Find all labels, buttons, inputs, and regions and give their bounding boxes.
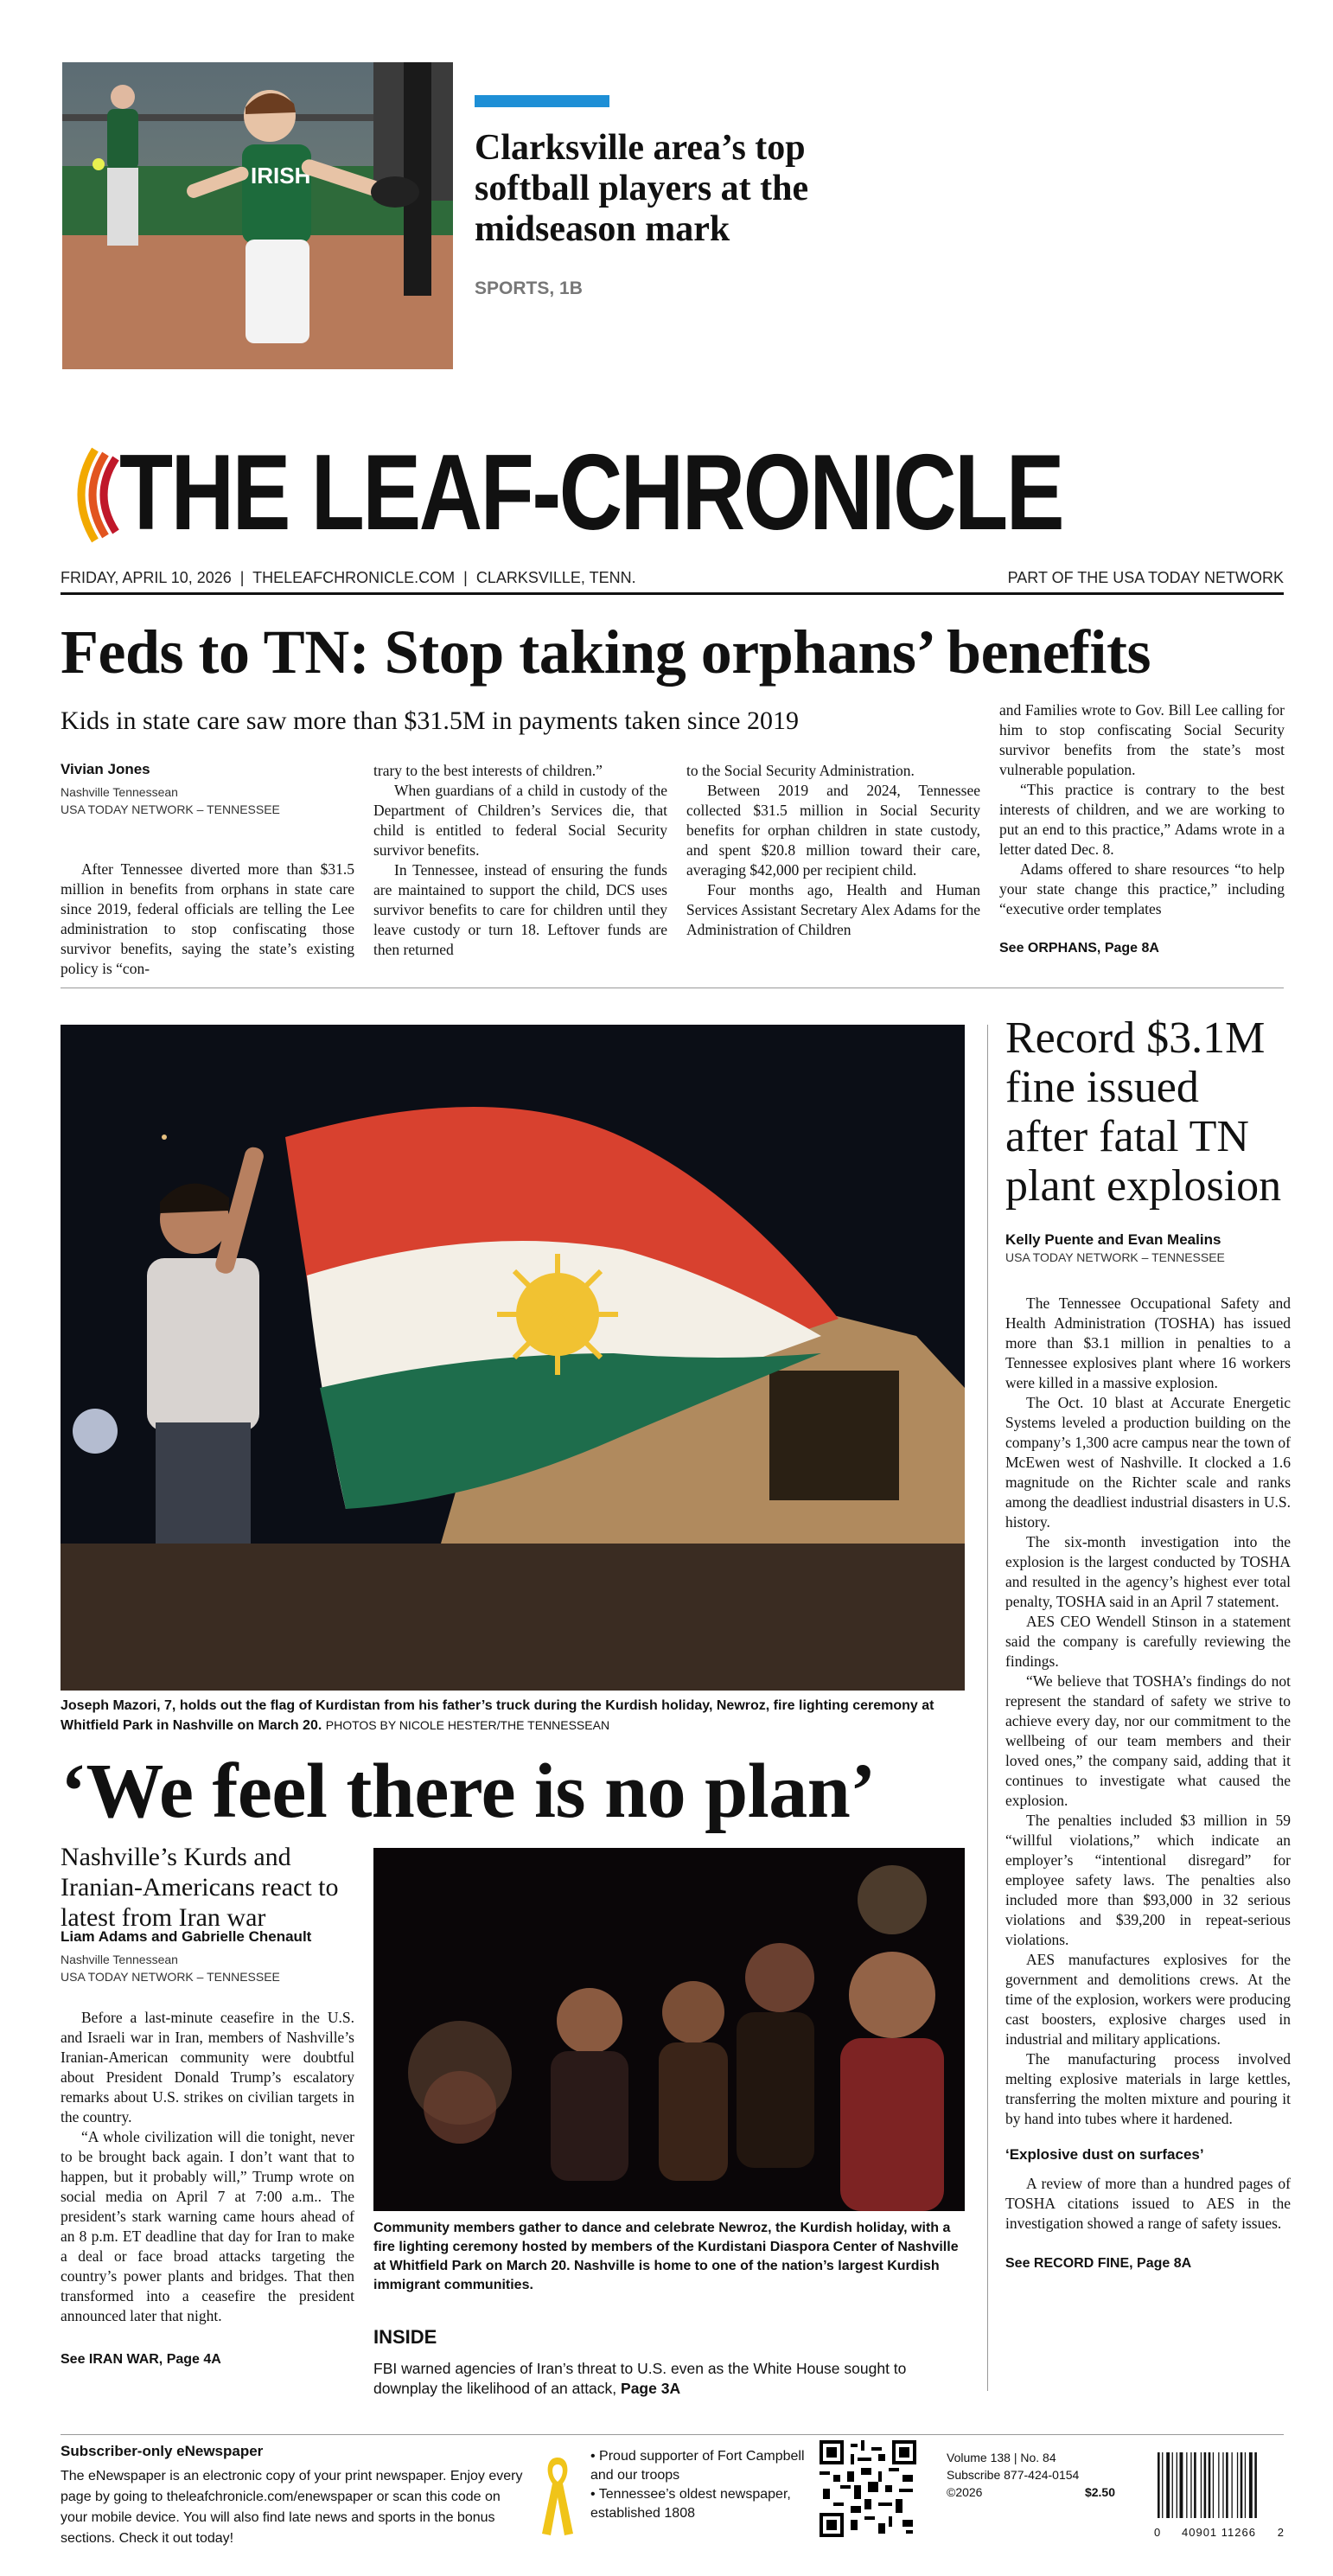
barcode-digit-right: 2 — [1277, 2526, 1284, 2539]
lead-jump-link[interactable]: See ORPHANS, Page 8A — [999, 941, 1159, 956]
kurds-body — [61, 2008, 354, 2326]
fine-story — [1005, 1013, 1291, 2272]
crowd-photo-caption: Community members gather to dance and celebrate Newroz, the Kurdish holiday, with a fire lighting ceremony hosted by members of the Kurdistani Diaspora Center of Nashville at Whitfield Park on March 20. Nashville is home to one of the nation’s largest Kurdish immigrant communities. — [373, 2221, 959, 2292]
qr-code[interactable] — [820, 2440, 916, 2537]
inside-page-link[interactable]: Page 3A — [621, 2380, 681, 2397]
copyright-price-row — [947, 2483, 1115, 2501]
kurds-headline[interactable]: ‘We feel there is no plan’ — [61, 1748, 876, 1834]
paragraph: AES CEO Wendell Stinson in a statement said the company is carefully reviewing the findings. — [1005, 1613, 1291, 1670]
masthead-title: THE LEAF-CHRONICLE — [119, 433, 1063, 553]
pride-item: • Proud supporter of Fort Campbell and our troops — [590, 2449, 805, 2483]
caption-text: Joseph Mazori, 7, holds out the flag of Kurdistan from his father’s truck during the Kurdish holiday, Newroz, fire lighting ceremony at Whitfield Park in Nashville on March 20. — [61, 1698, 934, 1733]
fine-body-2 — [1005, 2174, 1291, 2234]
enewspaper-title: Subscriber-only eNewspaper — [61, 2443, 264, 2459]
paragraph: The six-month investigation into the explosion is the largest conducted by TOSHA and resulted in the agency’s highest ever total penalty, TOSHA said in an April 7 statement. — [1005, 1533, 1291, 1610]
inside-teaser[interactable] — [373, 2359, 965, 2399]
lead-column-2 — [373, 761, 667, 960]
paragraph: The Oct. 10 blast at Accurate Energetic Systems leveled a production building on the company’s 1,300 acre campus near the town of McEwen west of Nashville. It clocked a 1.6 magnitude on the Richter scale and ranks among the deadliest industrial disasters in U.S. history. — [1005, 1394, 1291, 1531]
paragraph: The penalties included $3 million in 59 “willful violations,” which indicate an employer’s “intentional disregard” for employee safety laws. The penalties also included more than $93,000 in 32 serious violations and $39,200 in repeat-serious violations. — [1005, 1812, 1291, 1948]
promo-accent-bar — [475, 95, 609, 107]
yellow-ribbon-icon — [540, 2454, 575, 2537]
paragraph: The Tennessee Occupational Safety and Health Administration (TOSHA) has issued more than $3.1 million in penalties to a Tennessee explosives plant where 16 workers were killed in a massive explosion. — [1005, 1294, 1291, 1391]
network-line: PART OF THE USA TODAY NETWORK — [1007, 569, 1284, 586]
fine-body — [1005, 1294, 1291, 2129]
flag-photo-caption — [61, 1697, 965, 1735]
paragraph: AES manufactures explosives for the government and demolitions crews. At the time of the explosion, workers were producing cast boosters, explosive charges used in industrial and military applications. — [1005, 1951, 1291, 2048]
lead-body-col1 — [61, 860, 354, 979]
kurds-column — [61, 1928, 354, 2368]
promo-photo-softball — [62, 62, 453, 369]
upc-barcode — [1154, 2452, 1284, 2539]
volume-box — [947, 2449, 1115, 2501]
paragraph: Before a last-minute ceasefire in the U.S. and Israeli war in Iran, members of Nashville’s Iranian-American community were doubtful about President Donald Trump’s escalatory remarks about U.S. strikes on civilian targets in the country. — [61, 2009, 354, 2125]
lead-column-3 — [686, 761, 980, 940]
lead-byline-outlet: Nashville Tennessean — [61, 785, 178, 799]
pride-item-text: Proud supporter of Fort Campbell and our troops — [590, 2449, 805, 2483]
leaf-chronicle-logo-icon — [61, 445, 121, 545]
fine-byline-name: Kelly Puente and Evan Mealins — [1005, 1231, 1221, 1248]
subscribe-phone: Subscribe 877-424-0154 — [947, 2468, 1080, 2482]
paragraph: A review of more than a hundred pages of TOSHA citations issued to AES in the investigation showed a range of safety issues. — [1005, 2175, 1291, 2232]
dateline: FRIDAY, APRIL 10, 2026 | THELEAFCHRONICLE.COM | CLARKSVILLE, TENN. — [61, 569, 636, 586]
promo-headline[interactable]: Clarksville area’s top softball players at the midseason mark — [475, 128, 809, 249]
kurds-byline-outlet: Nashville Tennessean — [61, 1953, 178, 1966]
inside-teaser-text: FBI warned agencies of Iran’s threat to U.S. even as the White House sought to downplay the likelihood of an attack, — [373, 2360, 907, 2397]
barcode-digit-main: 40901 11266 — [1182, 2526, 1256, 2539]
paragraph: Between 2019 and 2024, Tennessee collected $31.5 million in Social Security benefits for orphan children in state custody, and spent $20.8 million toward their care, averaging $42,000 per recipient child. — [686, 782, 980, 879]
photo-newroz-crowd — [373, 1848, 965, 2211]
barcode-digit-left: 0 — [1154, 2526, 1161, 2539]
photo-credit: PHOTOS BY NICOLE HESTER/THE TENNESSEAN — [325, 1718, 610, 1732]
lead-deck: Kids in state care saw more than $31.5M in payments taken since 2019 — [61, 706, 799, 735]
paragraph: In Tennessee, instead of ensuring the funds are maintained to support the child, DCS uses survivor benefits to care for children until they leave custody or turn 18. Leftover funds are then returned — [373, 861, 667, 958]
kurds-byline-network: USA TODAY NETWORK – TENNESSEE — [61, 1970, 280, 1984]
cover-price: $2.50 — [1084, 2485, 1115, 2499]
enewspaper-text: The eNewspaper is an electronic copy of your print newspaper. Enjoy every page by going to theleafchronicle.com/enewspaper or scan this code on your mobile device. You will also find late news and sports in the bonus sections. Check it out today! — [61, 2469, 523, 2546]
lead-column-4 — [999, 700, 1285, 958]
paragraph: Four months ago, Health and Human Services Assistant Secretary Alex Adams for the Administration of Children — [686, 881, 980, 938]
pride-item-text: Tennessee’s oldest newspaper, established 1808 — [590, 2487, 791, 2521]
fine-subhead: ‘Explosive dust on surfaces’ — [1005, 2146, 1204, 2163]
paragraph: to the Social Security Administration. — [686, 762, 915, 779]
paragraph: Adams offered to share resources “to help your state change this practice,” including “executive order templates — [999, 860, 1285, 917]
paragraph: After Tennessee diverted more than $31.5 million in benefits from orphans in state care since 2019, federal officials are telling the Lee administration to stop confiscating those survivor benefits, saying the state’s existing policy is “con- — [61, 860, 354, 977]
masthead-rule — [61, 592, 1284, 595]
volume-number: Volume 138 | No. 84 — [947, 2451, 1056, 2464]
paragraph: “We believe that TOSHA’s findings do not represent the standard of safety we strive to achieve every day, nor our commitment to the wellbeing of our team members and their loved ones,” the company said, adding that it continues to investigate what caused the explosion. — [1005, 1672, 1291, 1809]
lead-byline-network: USA TODAY NETWORK – TENNESSEE — [61, 802, 280, 816]
kurds-jump-link[interactable]: See IRAN WAR, Page 4A — [61, 2352, 221, 2367]
fine-jump-link[interactable]: See RECORD FINE, Page 8A — [1005, 2256, 1192, 2271]
fine-byline-network: USA TODAY NETWORK – TENNESSEE — [1005, 1250, 1225, 1264]
fine-headline[interactable]: Record $3.1M fine issued after fatal TN plant explosion — [1005, 1013, 1282, 1211]
pride-list — [590, 2447, 815, 2523]
kurds-deck: Nashville’s Kurds and Iranian-Americans react to latest from Iran war — [61, 1843, 339, 1932]
paragraph: When guardians of a child in custody of the Department of Children’s Services die, that child is entitled to federal Social Security survivor benefits. — [373, 782, 667, 859]
photo-kurdistan-flag — [61, 1025, 965, 1691]
paragraph: “A whole civilization will die tonight, never to be brought back again. I don’t want that to happen, but it probably will,” Trump wrote on social media on April 7 at 7:00 a.m.. The president’s stark warning came hours ahead of an 8 p.m. ET deadline that day for Iran to make a deal or face broad attacks targeting the country’s power plants and bridges. That then transformed into a ceasefire the president announced later that night. — [61, 2128, 354, 2324]
paragraph: and Families wrote to Gov. Bill Lee calling for him to stop confiscating Social Security survivor benefits from the state’s most vulnerable population. — [999, 701, 1285, 778]
column-rule — [987, 1025, 988, 2391]
lead-headline[interactable]: Feds to TN: Stop taking orphans’ benefits — [61, 617, 1151, 687]
footer-rule — [61, 2434, 1284, 2435]
paragraph: The manufacturing process involved melting explosive materials in large kettles, transferring the molten mixture and pouring it by hand into tubes where it hardened. — [1005, 2050, 1291, 2127]
paragraph: trary to the best interests of children.” — [373, 762, 603, 779]
pride-item: • Tennessee’s oldest newspaper, established 1808 — [590, 2487, 791, 2521]
lead-column-1 — [61, 761, 354, 979]
lead-byline-name: Vivian Jones — [61, 761, 150, 777]
inside-label: INSIDE — [373, 2326, 437, 2348]
promo-section-label[interactable]: SPORTS, 1B — [475, 278, 583, 298]
barcode-bars — [1154, 2452, 1284, 2522]
copyright: ©2026 — [947, 2485, 983, 2499]
svg-text:IRISH: IRISH — [251, 163, 311, 189]
paragraph: “This practice is contrary to the best interests of children, and we are working to put an end to this practice,” Adams wrote in a letter dated Dec. 8. — [999, 781, 1285, 858]
kurds-byline-name: Liam Adams and Gabrielle Chenault — [61, 1928, 312, 1945]
barcode-digits — [1154, 2526, 1284, 2540]
